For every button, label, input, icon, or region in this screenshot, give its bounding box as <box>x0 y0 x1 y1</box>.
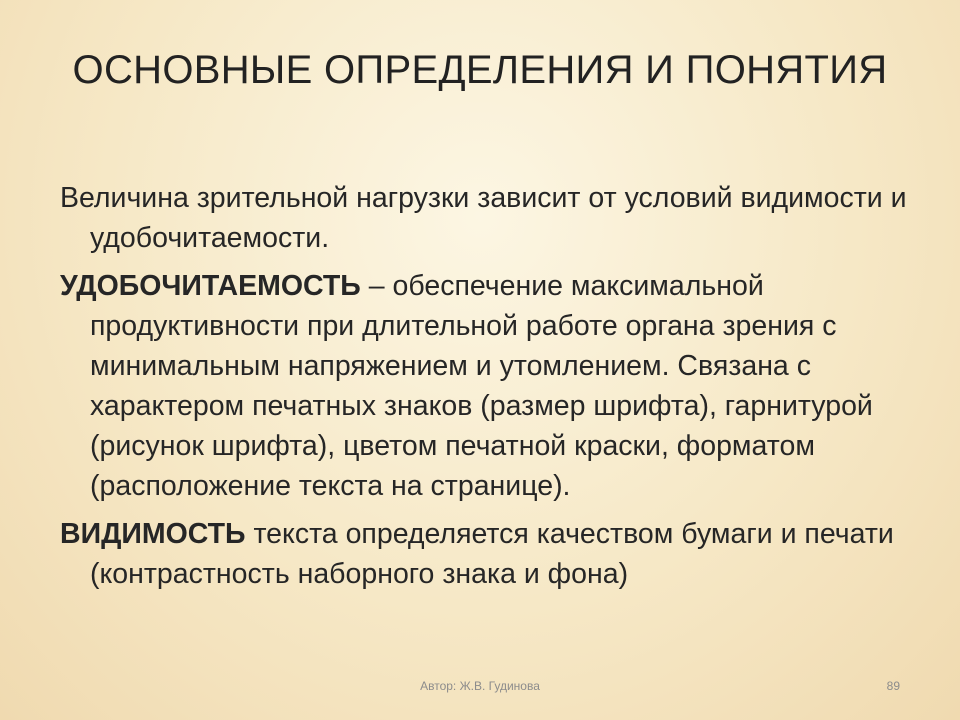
paragraph-readability <box>60 266 910 506</box>
paragraph-visibility <box>60 514 910 594</box>
paragraph-visual-load <box>60 178 910 258</box>
term-readability: УДОБОЧИТАЕМОСТЬ <box>60 270 361 302</box>
paragraph-text: – обеспечение максимальной продуктивности при длительной работе органа зрения с минимальным напряжением и утомлением. Связана с характером печатных знаков (размер шрифта), гарнитурой (рисунок шрифта), цветом печатной краски, форматом (расположение текста на странице). <box>90 270 873 502</box>
paragraph-text: Величина зрительной нагрузки зависит от условий видимости и удобочитаемости. <box>60 182 907 254</box>
term-visibility: ВИДИМОСТЬ <box>60 518 246 550</box>
footer-author: Автор: Ж.В. Гудинова <box>420 679 540 693</box>
slide-number: 89 <box>886 679 900 693</box>
slide-title: ОСНОВНЫЕ ОПРЕДЕЛЕНИЯ И ПОНЯТИЯ <box>72 48 888 92</box>
slide-body <box>60 178 910 602</box>
paragraph-text: текста определяется качеством бумаги и печати (контрастность наборного знака и фона) <box>90 518 894 590</box>
